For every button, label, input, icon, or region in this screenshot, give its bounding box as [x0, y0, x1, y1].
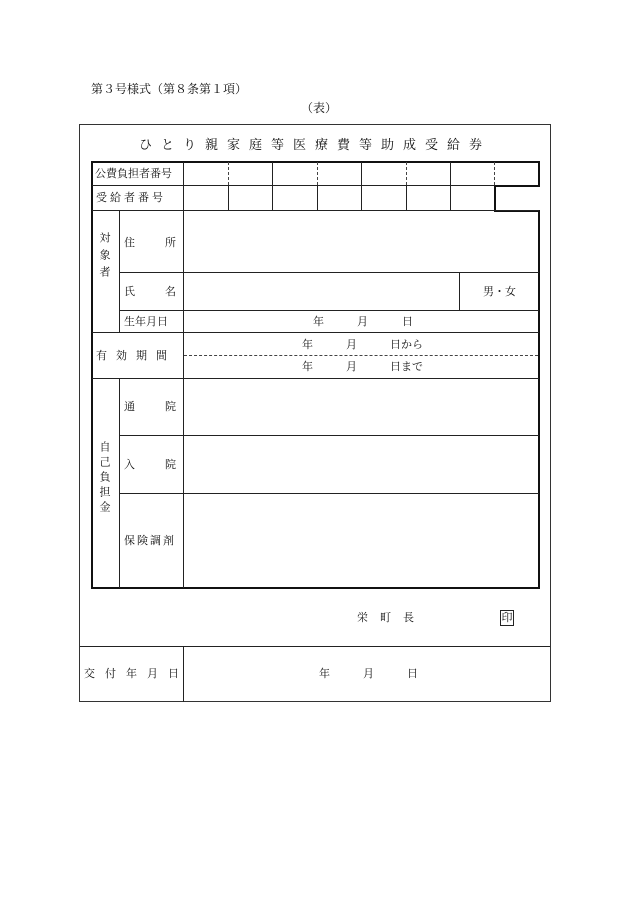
public-payer-number-label: 公費負担者番号: [95, 167, 172, 180]
gender-options: 男・女: [483, 285, 516, 298]
birth-day-unit: 日: [402, 315, 413, 328]
issuer-title: 栄町長: [357, 611, 426, 624]
name-label: 氏名: [124, 285, 206, 298]
address-label: 住所: [124, 236, 206, 249]
form-number: 第３号様式（第８条第１項）: [91, 82, 248, 96]
validity-to-month: 月: [346, 360, 357, 373]
recipient-number-label: 受給者番号: [96, 191, 166, 204]
subject-label: 対象者: [98, 232, 111, 283]
validity-from-year: 年: [302, 338, 313, 351]
validity-label: 有効期間: [96, 349, 176, 362]
birth-year-unit: 年: [313, 315, 324, 328]
pharmacy-label: 保険調剤: [124, 534, 176, 547]
issue-date-label: 交付年月日: [84, 667, 189, 680]
outpatient-label: 通院: [124, 400, 206, 413]
side-label: （表）: [301, 101, 338, 115]
validity-from-day: 日から: [390, 338, 423, 351]
copay-label: 自己負担金: [98, 441, 111, 516]
issue-year-unit: 年: [319, 667, 330, 680]
validity-to-day: 日まで: [390, 360, 423, 373]
card-title: ひとり親家庭等医療費等助成受給券: [138, 138, 491, 153]
seal-box: 印: [501, 611, 513, 624]
birthdate-label: 生年月日: [124, 315, 168, 328]
issue-month-unit: 月: [363, 667, 374, 680]
validity-from-month: 月: [346, 338, 357, 351]
inpatient-label: 入院: [124, 458, 206, 471]
issue-day-unit: 日: [407, 667, 418, 680]
validity-to-year: 年: [302, 360, 313, 373]
birth-month-unit: 月: [357, 315, 368, 328]
